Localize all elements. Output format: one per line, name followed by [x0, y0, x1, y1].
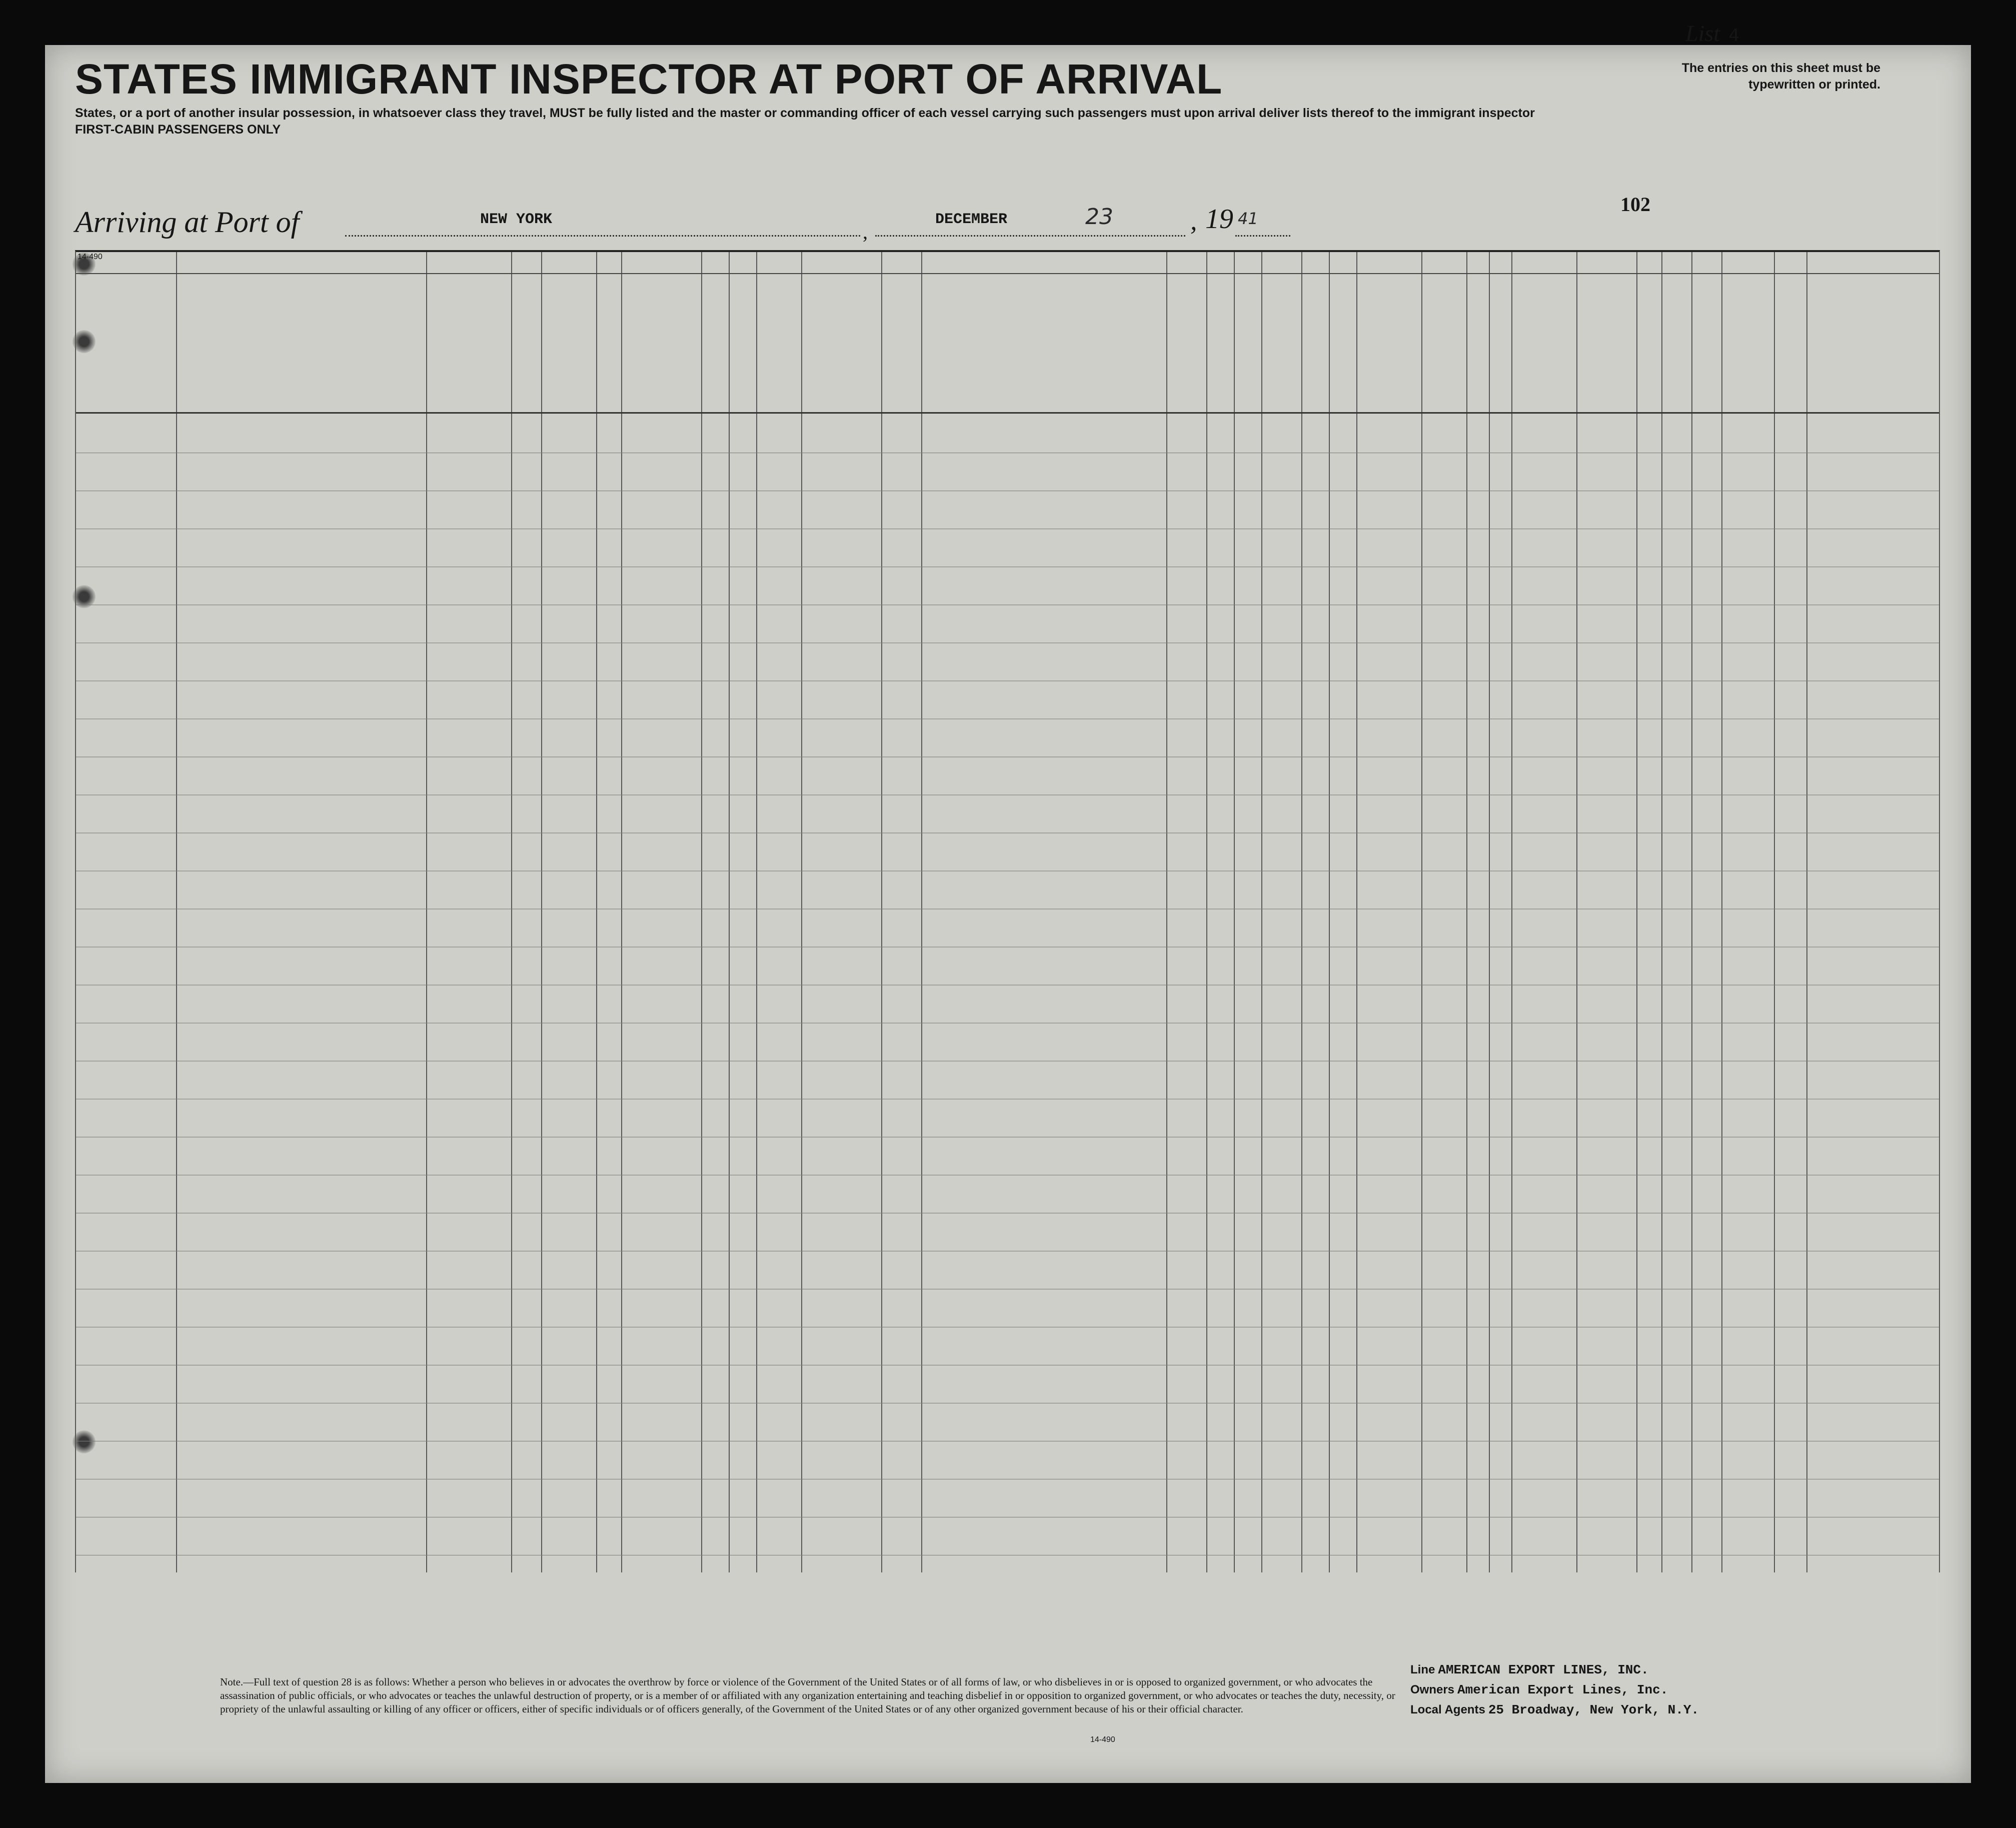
- year-prefix: 19: [1205, 204, 1233, 235]
- owners-field: [1410, 1680, 1668, 1697]
- column-divider: [1691, 252, 1692, 1572]
- footer-form-code: 14-490: [1090, 1735, 1115, 1744]
- column-divider: [511, 252, 512, 1572]
- list-label: List: [1685, 21, 1720, 46]
- date-line: [875, 235, 1185, 237]
- column-divider: [176, 252, 177, 1572]
- column-divider: [756, 252, 757, 1572]
- column-divider: [1234, 252, 1235, 1572]
- manifest-table: [75, 250, 1940, 1572]
- agents-label: Local Agents: [1410, 1703, 1485, 1716]
- column-divider: [1806, 252, 1807, 1572]
- footnote-question-28: Note.—Full text of question 28 is as follows: Whether a person who believes in or advocates the overthrow by force or violence of the Government of the United States or of all forms of law, or who disbelieves in or is opposed to organized government, or who advocates the assassination of public officials, or who advocates or teaches the unlawful destruction of property, or is a member of or affiliated with any organization entertaining and teaching disbelief in or opposition to organized government, or who advocates or teaches the duty, necessity, or propriety of the unlawful assaulting or killing of any officer or officers, either of specific individuals or of officers generally, of the Government of the United States or of any other organized government because of his or their official character.: [220, 1676, 1395, 1715]
- column-divider: [1576, 252, 1577, 1572]
- page-number: 102: [1620, 193, 1650, 216]
- port-value: NEW YORK: [480, 211, 553, 228]
- agents-value: 25 Broadway, New York, N.Y.: [1488, 1702, 1699, 1717]
- line-field: [1410, 1660, 1649, 1677]
- list-number-value: 4: [1728, 26, 1740, 46]
- header-bottom-rule: [76, 412, 1939, 414]
- column-divider: [701, 252, 702, 1572]
- day-value: 23: [1085, 204, 1113, 230]
- intro-paragraph: States, or a port of another insular possession, in whatsoever class they travel, MUST be fully listed and the master or commanding officer of each vessel carrying such passengers must upon arrival deliver lists thereof to the immigrant inspector: [75, 106, 1535, 120]
- owners-value: American Export Lines, Inc.: [1457, 1682, 1668, 1697]
- column-divider: [1636, 252, 1637, 1572]
- column-divider: [881, 252, 882, 1572]
- column-divider: [1356, 252, 1357, 1572]
- column-divider: [1466, 252, 1467, 1572]
- header-rule: [76, 273, 1939, 274]
- column-divider: [1421, 252, 1422, 1572]
- column-divider: [729, 252, 730, 1572]
- class-line: FIRST-CABIN PASSENGERS ONLY: [75, 123, 281, 137]
- arriving-line: [75, 205, 299, 240]
- column-divider: [596, 252, 597, 1572]
- port-line: [345, 235, 860, 237]
- column-divider: [1166, 252, 1167, 1572]
- column-divider: [801, 252, 802, 1572]
- column-divider: [1721, 252, 1722, 1572]
- form-code: 14-490: [78, 253, 103, 261]
- column-divider: [1301, 252, 1302, 1572]
- column-divider: [621, 252, 622, 1572]
- column-divider: [1329, 252, 1330, 1572]
- column-divider: [1661, 252, 1662, 1572]
- column-divider: [1774, 252, 1775, 1572]
- page-title: STATES IMMIGRANT INSPECTOR AT PORT OF ARRIVAL: [75, 56, 1223, 103]
- month-value: DECEMBER: [935, 211, 1008, 228]
- owners-label: Owners: [1410, 1683, 1455, 1696]
- list-number: [1685, 20, 1739, 47]
- line-label: Line: [1410, 1663, 1435, 1676]
- column-divider: [426, 252, 427, 1572]
- column-divider: [1511, 252, 1512, 1572]
- column-divider: [541, 252, 542, 1572]
- year-suffix: 41: [1238, 209, 1258, 228]
- column-divider: [1489, 252, 1490, 1572]
- intro-text: [75, 105, 1675, 138]
- typewritten-note: The entries on this sheet must be typewritten or printed.: [1681, 61, 1880, 92]
- column-divider: [1261, 252, 1262, 1572]
- line-value: AMERICAN EXPORT LINES, INC.: [1438, 1662, 1649, 1677]
- agents-field: [1410, 1700, 1699, 1717]
- column-divider: [1206, 252, 1207, 1572]
- column-divider: [921, 252, 922, 1572]
- arriving-label: Arriving at Port of: [75, 206, 300, 239]
